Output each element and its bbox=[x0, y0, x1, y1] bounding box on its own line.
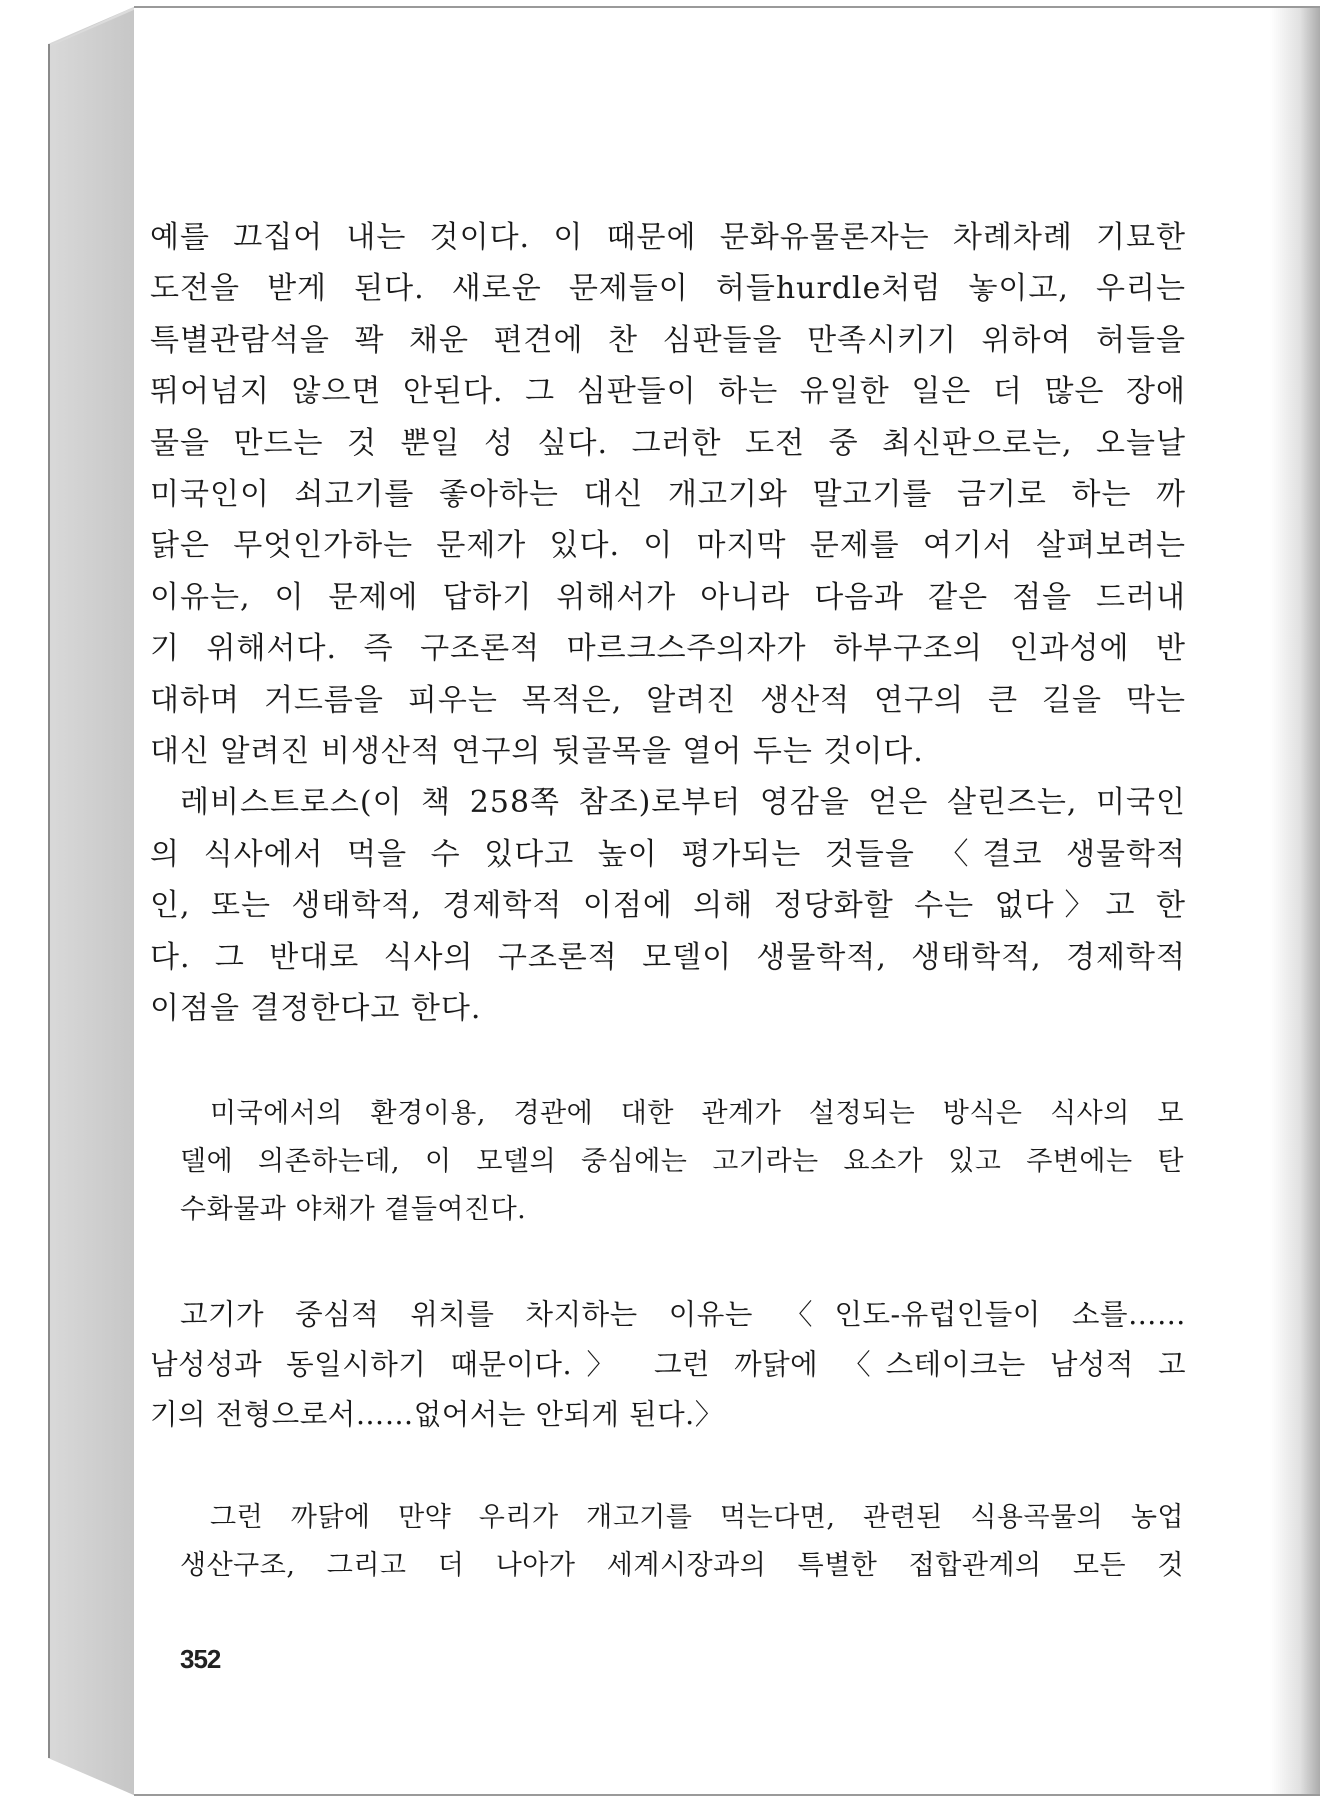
text-line: 인, 또는 생태학적, 경제학적 이점에 의해 정당화할 수는 없다〉고 한 bbox=[150, 888, 1186, 924]
text-line: 닭은 무엇인가하는 문제가 있다. 이 마지막 문제를 여기서 살펴보려는 bbox=[150, 528, 1186, 564]
text-line: 이유는, 이 문제에 답하기 위해서가 아니라 다음과 같은 점을 드러내 bbox=[150, 579, 1186, 615]
body-paragraph-1 bbox=[150, 212, 1186, 1035]
quote-line: 생산구조, 그리고 더 나아가 세계시장과의 특별한 접합관계의 모든 것 bbox=[180, 1550, 1184, 1581]
text-line: 뛰어넘지 않으면 안된다. 그 심판들이 하는 유일한 일은 더 많은 장애 bbox=[150, 374, 1186, 410]
text-line: 기 위해서다. 즉 구조론적 마르크스주의자가 하부구조의 인과성에 반 bbox=[150, 631, 1186, 667]
quote-line: 델에 의존하는데, 이 모델의 중심에는 고기라는 요소가 있고 주변에는 탄 bbox=[180, 1146, 1184, 1177]
book-block-side bbox=[48, 6, 136, 1796]
quote-line: 수화물과 야채가 곁들여진다. bbox=[180, 1194, 527, 1225]
page-number: 352 bbox=[180, 1644, 221, 1674]
text-line: 남성성과 동일시하기 때문이다.〉 그런 까닭에 〈스테이크는 남성적 고 bbox=[150, 1348, 1186, 1381]
text-line: 이점을 결정한다고 한다. bbox=[150, 991, 482, 1027]
text-line: 도전을 받게 된다. 새로운 문제들이 허들hurdle처럼 놓이고, 우리는 bbox=[150, 271, 1186, 307]
page-curl-shadow bbox=[1270, 8, 1320, 1794]
body-paragraph-3 bbox=[150, 1290, 1186, 1440]
text-line: 특별관람석을 꽉 채운 편견에 찬 심판들을 만족시키기 위하여 허들을 bbox=[150, 322, 1186, 358]
text-line: 물을 만드는 것 뿐일 성 싶다. 그러한 도전 중 최신판으로는, 오늘날 bbox=[150, 425, 1186, 461]
text-line: 대하며 거드름을 피우는 목적은, 알려진 생산적 연구의 큰 길을 막는 bbox=[150, 682, 1186, 718]
text-line: 다. 그 반대로 식사의 구조론적 모델이 생물학적, 생태학적, 경제학적 bbox=[150, 939, 1186, 975]
quote-line: 미국에서의 환경이용, 경관에 대한 관계가 설정되는 방식은 식사의 모 bbox=[210, 1098, 1184, 1129]
block-quote-2 bbox=[180, 1494, 1184, 1590]
text-line: 예를 끄집어 내는 것이다. 이 때문에 문화유물론자는 차례차례 기묘한 bbox=[150, 220, 1186, 255]
text-line: 레비스트로스(이 책 258쪽 참조)로부터 영감을 얻은 살린즈는, 미국인 bbox=[180, 785, 1186, 821]
text-line: 고기가 중심적 위치를 차지하는 이유는 〈인도-유럽인들이 소를…… bbox=[180, 1298, 1186, 1331]
text-line: 대신 알려진 비생산적 연구의 뒷골목을 열어 두는 것이다. bbox=[150, 734, 924, 770]
text-line: 미국인이 쇠고기를 좋아하는 대신 개고기와 말고기를 금기로 하는 까 bbox=[150, 477, 1186, 513]
text-line: 기의 전형으로서……없어서는 안되게 된다.〉 bbox=[150, 1398, 724, 1431]
book-block-edge-line bbox=[48, 44, 50, 1758]
text-line: 의 식사에서 먹을 수 있다고 높이 평가되는 것들을 〈결코 생물학적 bbox=[150, 836, 1186, 872]
quote-line: 그런 까닭에 만약 우리가 개고기를 먹는다면, 관련된 식용곡물의 농업 bbox=[210, 1502, 1184, 1533]
block-quote-1 bbox=[180, 1090, 1184, 1234]
